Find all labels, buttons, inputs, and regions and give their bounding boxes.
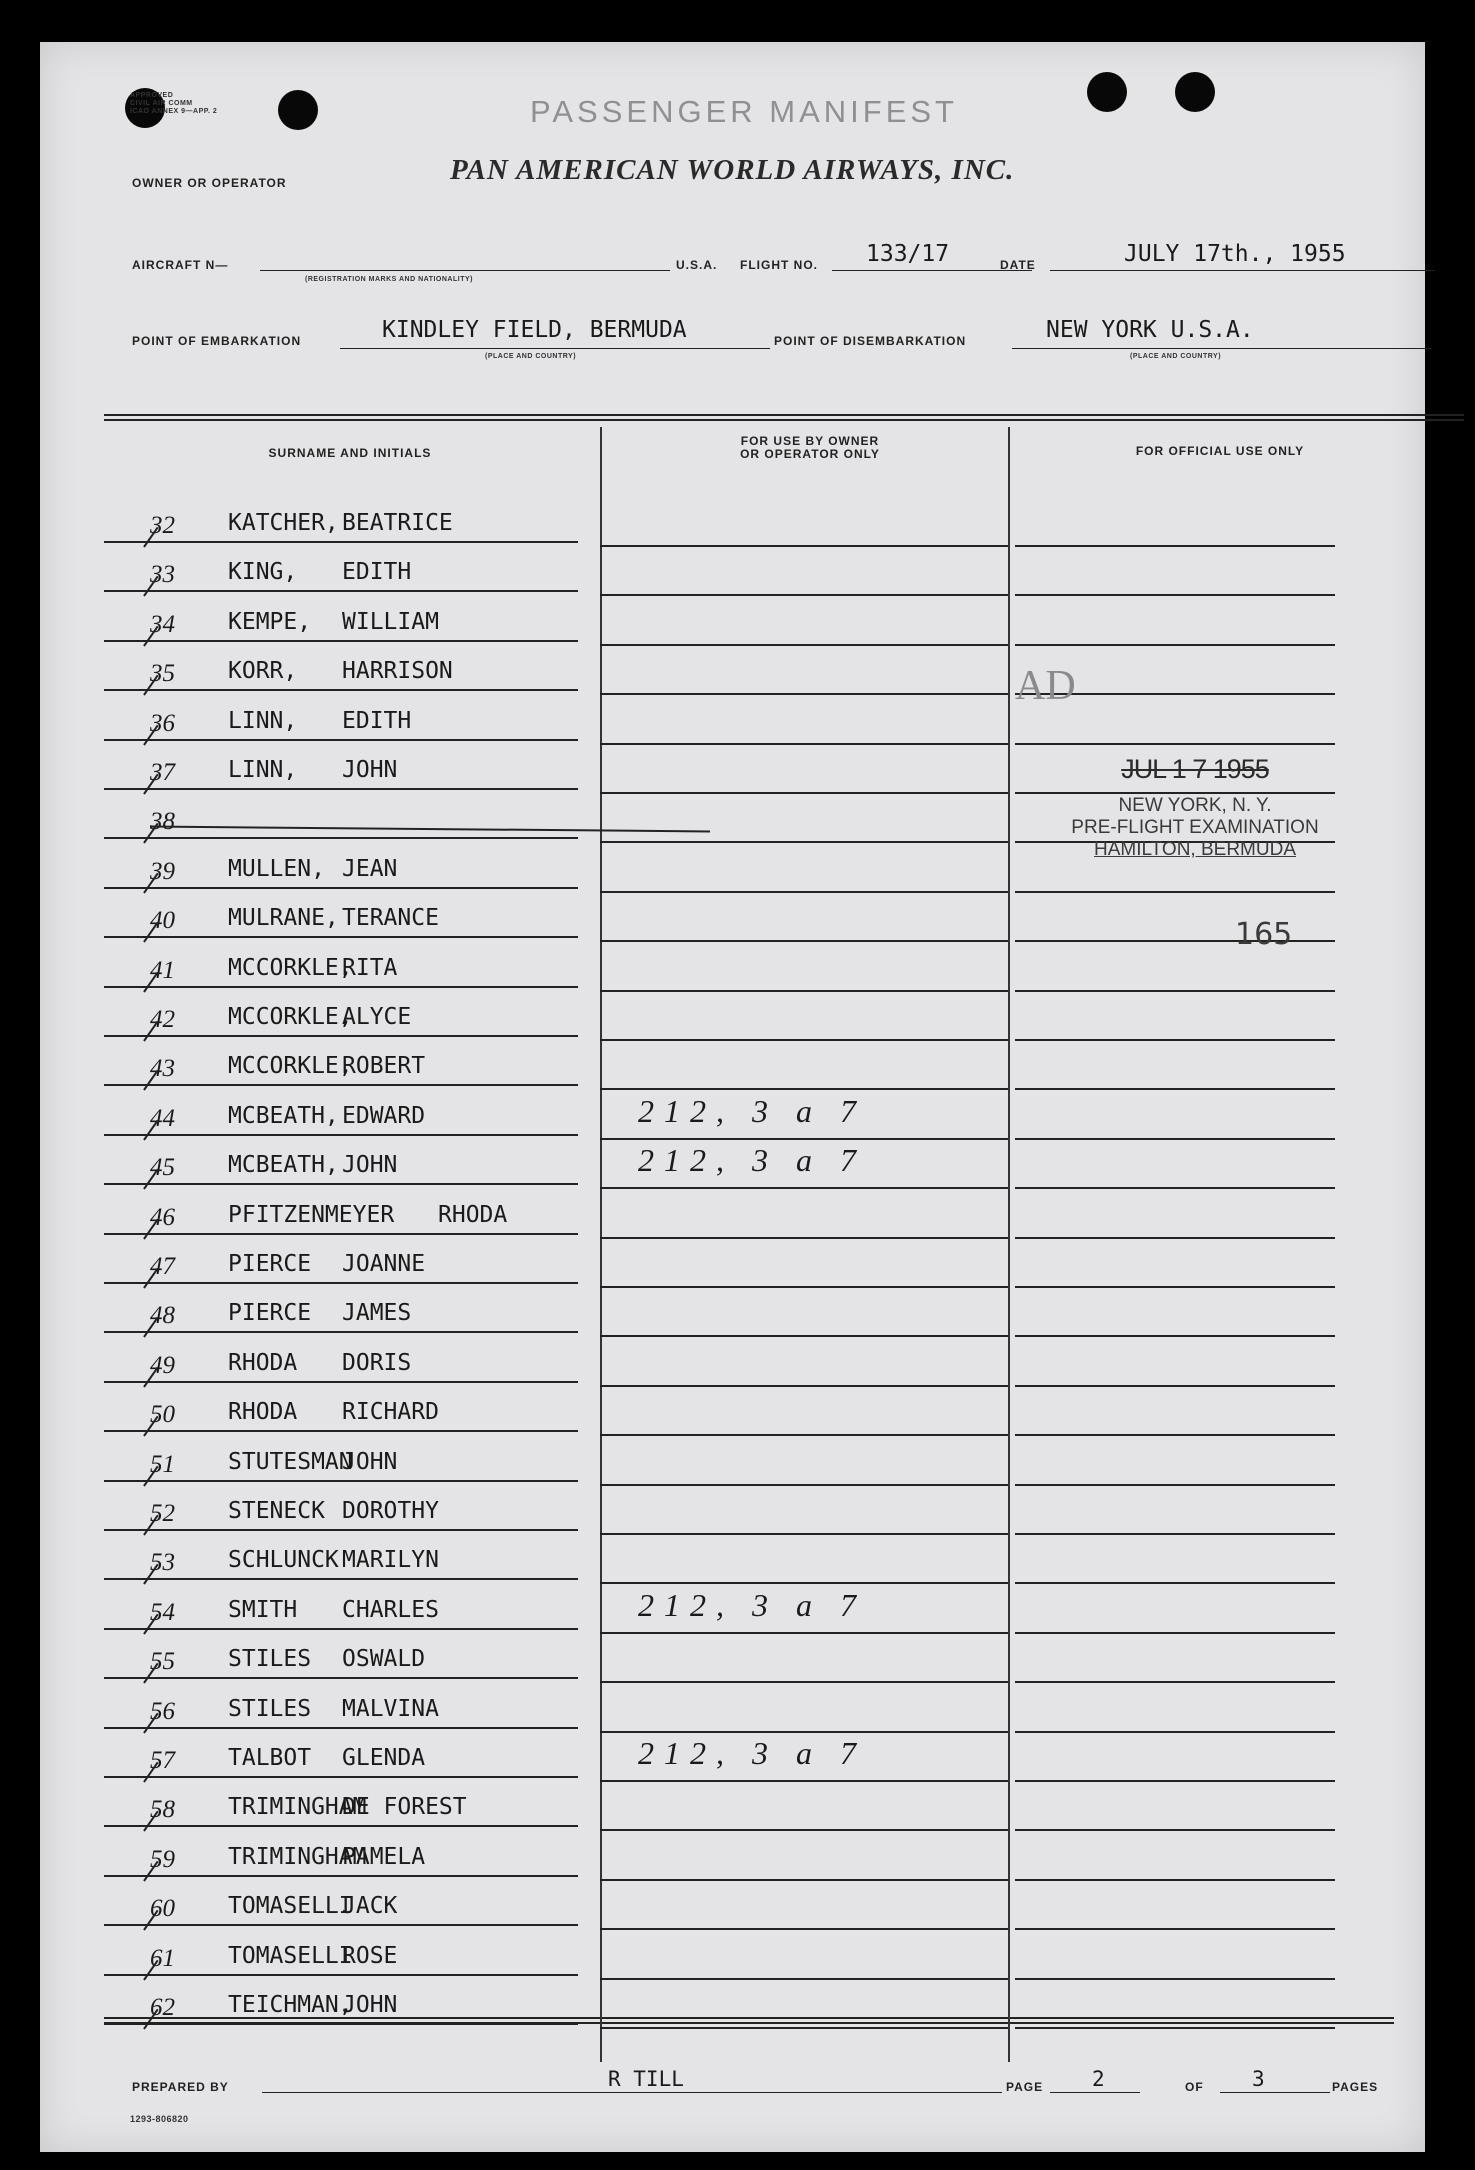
page-label: PAGE: [1006, 2080, 1044, 2094]
row-rule-official: [1015, 594, 1335, 596]
column-divider: [1008, 427, 1010, 2062]
passenger-surname: RHODA: [228, 1399, 298, 1426]
row-number: 48: [150, 1302, 175, 1330]
row-rule-official: [1015, 1434, 1335, 1436]
passenger-surname: STENECK: [228, 1498, 325, 1524]
row-rule-owner: [600, 990, 1008, 992]
handwritten-note: 212, 3 a 7: [638, 1142, 866, 1179]
passenger-surname: STUTESMAN: [228, 1448, 353, 1475]
passenger-surname: KORR,: [228, 658, 298, 685]
row-rule-owner: [600, 1632, 1008, 1634]
passenger-given-name: ROSE: [342, 1942, 398, 1969]
date-label: DATE: [1000, 258, 1036, 272]
row-rule-name: [104, 1974, 578, 1976]
date-value: JULY 17th., 1955: [1124, 241, 1346, 267]
row-rule-official: [1015, 1088, 1335, 1090]
passenger-surname: KATCHER,: [228, 510, 339, 536]
row-number: 36: [150, 709, 175, 737]
row-rule-official: [1015, 1039, 1335, 1041]
passenger-surname: STILES: [228, 1646, 312, 1673]
row-rule-name: [104, 640, 578, 642]
row-rule-official: [1015, 891, 1335, 893]
row-rule-name: [104, 1529, 578, 1531]
passenger-given-name: HARRISON: [342, 658, 453, 685]
row-number: 53: [150, 1549, 175, 1577]
owner-label: OWNER OR OPERATOR: [132, 176, 287, 190]
row-rule-name: [104, 1134, 578, 1136]
row-rule-name: [104, 1628, 578, 1630]
passenger-given-name: MALVINA: [342, 1695, 439, 1722]
row-rule-official: [1015, 1187, 1335, 1189]
row-number: 50: [150, 1401, 175, 1429]
row-rule-name: [104, 1430, 578, 1432]
row-rule-name: [104, 1727, 578, 1729]
stamp-location: NEW YORK, N. Y.: [1118, 795, 1272, 816]
airline-name: PAN AMERICAN WORLD AIRWAYS, INC.: [450, 154, 1015, 186]
punch-hole: [1175, 72, 1215, 112]
row-rule-name: [104, 1578, 578, 1580]
row-rule-official: [1015, 644, 1335, 646]
row-number: 43: [150, 1055, 175, 1083]
row-rule-name: [104, 541, 578, 543]
row-rule-name: [104, 1035, 578, 1037]
passenger-surname: PIERCE: [228, 1300, 312, 1327]
row-rule-owner: [600, 1978, 1008, 1980]
row-number: 39: [150, 857, 175, 885]
passenger-given-name: DORIS: [342, 1349, 412, 1376]
passenger-given-name: OSWALD: [342, 1646, 426, 1673]
row-rule-name: [104, 1776, 578, 1778]
aircraft-label: AIRCRAFT N—: [132, 258, 229, 272]
row-rule-owner: [600, 644, 1008, 646]
row-rule-official: [1015, 1237, 1335, 1239]
passenger-given-name: JOHN: [342, 757, 398, 783]
row-rule-owner: [600, 594, 1008, 596]
passenger-surname: KEMPE,: [228, 608, 312, 635]
row-number: 38: [150, 808, 175, 836]
row-number: 51: [150, 1450, 175, 1478]
passenger-given-name: WILLIAM: [342, 608, 439, 635]
row-rule-official: [1015, 1582, 1335, 1584]
passenger-given-name: EDWARD: [342, 1102, 426, 1129]
row-number: 33: [150, 561, 175, 589]
passenger-given-name: ALYCE: [342, 1004, 412, 1030]
row-rule-owner: [600, 1039, 1008, 1041]
manifest-sheet: [40, 42, 1425, 2152]
row-rule-owner: [600, 1681, 1008, 1683]
row-rule-owner: [600, 2027, 1008, 2029]
row-rule-owner: [600, 693, 1008, 695]
row-rule-official: [1015, 1731, 1335, 1733]
flight-label: FLIGHT NO.: [740, 258, 818, 272]
row-rule-name: [104, 1480, 578, 1482]
row-rule-official: [1015, 990, 1335, 992]
row-rule-name: [104, 887, 578, 889]
passenger-given-name: CHARLES: [342, 1596, 439, 1623]
row-number: 37: [150, 759, 175, 786]
passenger-surname: LINN,: [228, 707, 298, 734]
row-rule-owner: [600, 1335, 1008, 1337]
stamp-date: JUL 1 7 1955: [1121, 754, 1269, 784]
row-rule-name: [104, 1331, 578, 1333]
passenger-surname: MCCORKLE,: [228, 1053, 353, 1080]
row-number: 32: [150, 512, 175, 539]
page-field: [1050, 2092, 1140, 2093]
row-rule-owner: [600, 743, 1008, 745]
passenger-given-name: JACK: [342, 1893, 398, 1920]
passenger-surname: SCHLUNCK: [228, 1547, 339, 1574]
row-rule-name: [104, 1084, 578, 1086]
embark-value: KINDLEY FIELD, BERMUDA: [382, 317, 687, 343]
row-number: 35: [150, 660, 175, 688]
passenger-surname: TALBOT: [228, 1745, 312, 1771]
row-rule-name: [104, 1825, 578, 1827]
handwritten-note: 212, 3 a 7: [638, 1735, 866, 1771]
row-number: 55: [150, 1648, 175, 1676]
row-rule-official: [1015, 2027, 1335, 2029]
row-rule-owner: [600, 1138, 1008, 1140]
column-divider: [600, 427, 602, 2062]
passenger-given-name: RICHARD: [342, 1399, 439, 1426]
row-rule-name: [104, 1381, 578, 1383]
passenger-given-name: GLENDA: [342, 1745, 426, 1771]
row-rule-owner: [600, 1582, 1008, 1584]
disembark-label: POINT OF DISEMBARKATION: [774, 334, 967, 348]
date-field: [1050, 270, 1435, 271]
row-rule-official: [1015, 1286, 1335, 1288]
passenger-surname: MULRANE,: [228, 905, 339, 932]
row-rule-owner: [600, 1780, 1008, 1782]
row-number: 40: [150, 907, 175, 935]
row-number: 34: [150, 610, 175, 638]
row-rule-name: [104, 689, 578, 691]
row-rule-official: [1015, 1829, 1335, 1831]
passenger-given-name: RHODA: [438, 1201, 508, 1228]
surname-column-header: SURNAME AND INITIALS: [268, 446, 432, 460]
handwritten-note: 212, 3 a 7: [638, 1586, 866, 1623]
official-use-column-header: FOR OFFICIAL USE ONLY: [1135, 444, 1305, 458]
pages-label: PAGES: [1332, 2080, 1379, 2094]
examination-stamp: [1030, 754, 1360, 861]
row-rule-owner: [600, 1237, 1008, 1239]
row-rule-name: [104, 1183, 578, 1185]
row-rule-official: [1015, 1385, 1335, 1387]
row-number: 52: [150, 1500, 175, 1527]
passenger-given-name: JEAN: [342, 855, 398, 882]
row-rule-owner: [600, 1187, 1008, 1189]
row-rule-official: [1015, 1533, 1335, 1535]
row-rule-owner: [600, 1731, 1008, 1733]
row-rule-owner: [600, 1286, 1008, 1288]
row-rule-name: [104, 1875, 578, 1877]
passenger-surname: TRIMINGHAM: [228, 1794, 367, 1821]
row-number: 59: [150, 1845, 175, 1873]
row-rule-name: [104, 590, 578, 592]
row-rule-name: [104, 1924, 578, 1926]
approval-note: APPROVED CIVIL AIR COMM ICAO ANNEX 9—APP. 2: [130, 92, 218, 115]
passenger-surname: MCBEATH,: [228, 1102, 339, 1129]
punch-hole: [278, 90, 318, 130]
row-rule-owner: [600, 792, 1008, 794]
passenger-given-name: PAMELA: [342, 1843, 426, 1870]
table-top-rule: [104, 419, 1464, 421]
passenger-given-name: ROBERT: [342, 1053, 426, 1080]
row-number: 45: [150, 1154, 175, 1182]
admitted-stamp: AD: [1015, 663, 1076, 709]
row-rule-owner: [600, 940, 1008, 942]
form-code: 1293-806820: [130, 2114, 189, 2124]
row-rule-official: [1015, 743, 1335, 745]
row-rule-owner: [600, 1829, 1008, 1831]
owner-use-column-header: FOR USE BY OWNER OR OPERATOR ONLY: [740, 434, 880, 461]
row-rule-official: [1015, 1632, 1335, 1634]
place-caption: (PLACE AND COUNTRY): [485, 353, 577, 360]
handwritten-note: 212, 3 a 7: [638, 1092, 866, 1129]
passenger-surname: LINN,: [228, 757, 298, 783]
row-rule-owner: [600, 1088, 1008, 1090]
row-number: 61: [150, 1944, 175, 1972]
embark-label: POINT OF EMBARKATION: [132, 334, 302, 348]
passenger-given-name: MARILYN: [342, 1547, 439, 1574]
row-rule-official: [1015, 1879, 1335, 1881]
row-rule-official: [1015, 1335, 1335, 1337]
passenger-given-name: EDITH: [342, 559, 412, 586]
row-rule-name: [104, 1677, 578, 1679]
row-rule-owner: [600, 841, 1008, 843]
row-rule-official: [1015, 1681, 1335, 1683]
passenger-given-name: BEATRICE: [342, 510, 453, 536]
passenger-given-name: RITA: [342, 954, 398, 981]
passenger-given-name: TERANCE: [342, 905, 439, 932]
passenger-surname: PFITZENMEYER: [228, 1201, 395, 1228]
row-rule-owner: [600, 1434, 1008, 1436]
passenger-surname: SMITH: [228, 1596, 298, 1623]
row-rule-name: [104, 1233, 578, 1235]
of-label: OF: [1185, 2080, 1204, 2094]
row-rule-official: [1015, 1780, 1335, 1782]
prepared-field: [262, 2092, 1002, 2093]
stamp-exam: PRE-FLIGHT EXAMINATION: [1071, 817, 1319, 838]
flight-number: 133/17: [866, 241, 950, 267]
registration-caption: (REGISTRATION MARKS AND NATIONALITY): [305, 276, 473, 283]
disembark-field: [1012, 348, 1432, 349]
passenger-surname: PIERCE: [228, 1251, 312, 1277]
passenger-surname: MCCORKLE,: [228, 1004, 353, 1030]
page-number: 2: [1092, 2067, 1105, 2091]
total-field: [1220, 2092, 1330, 2093]
passenger-given-name: JAMES: [342, 1300, 412, 1327]
row-number: 44: [150, 1104, 175, 1132]
passenger-surname: KING,: [228, 559, 298, 586]
passenger-given-name: JOHN: [342, 1992, 398, 2018]
passenger-surname: STILES: [228, 1695, 312, 1722]
passenger-given-name: JOHN: [342, 1152, 398, 1179]
usa-label: U.S.A.: [676, 258, 718, 272]
passenger-surname: MCBEATH,: [228, 1152, 339, 1179]
row-number: 58: [150, 1796, 175, 1824]
row-rule-official: [1015, 545, 1335, 547]
row-rule-owner: [600, 545, 1008, 547]
page-total: 3: [1252, 2067, 1265, 2091]
row-number: 49: [150, 1351, 175, 1379]
place-caption: (PLACE AND COUNTRY): [1130, 353, 1222, 360]
passenger-surname: MULLEN,: [228, 855, 325, 882]
passenger-given-name: DE FOREST: [342, 1794, 467, 1821]
row-number: 42: [150, 1006, 175, 1033]
row-rule-name: [104, 986, 578, 988]
passenger-surname: TOMASELLI: [228, 1942, 353, 1969]
row-rule-owner: [600, 891, 1008, 893]
passenger-surname: TRIMINGHAM: [228, 1843, 367, 1870]
passenger-given-name: DOROTHY: [342, 1498, 439, 1524]
row-rule-owner: [600, 1879, 1008, 1881]
prepared-value: R TILL: [608, 2067, 684, 2091]
passenger-surname: MCCORKLE,: [228, 954, 353, 981]
punch-hole: [1087, 72, 1127, 112]
row-rule-name: [104, 1282, 578, 1284]
row-rule-name: [104, 837, 578, 839]
row-number: 47: [150, 1253, 175, 1280]
row-rule-official: [1015, 1138, 1335, 1140]
form-title: PASSENGER MANIFEST: [530, 94, 958, 129]
row-number: 54: [150, 1598, 175, 1626]
table-top-rule: [104, 414, 1464, 416]
row-number: 46: [150, 1203, 175, 1231]
passenger-surname: TEICHMAN,: [228, 1992, 353, 2018]
passenger-surname: RHODA: [228, 1349, 298, 1376]
row-rule-owner: [600, 1533, 1008, 1535]
row-rule-owner: [600, 1928, 1008, 1930]
passenger-given-name: JOHN: [342, 1448, 398, 1475]
row-rule-official: [1015, 1978, 1335, 1980]
row-number: 41: [150, 956, 175, 984]
row-number: 56: [150, 1697, 175, 1725]
strike-line: [150, 826, 710, 833]
passenger-given-name: EDITH: [342, 707, 412, 734]
row-rule-official: [1015, 1928, 1335, 1930]
row-number: 57: [150, 1747, 175, 1774]
row-rule-owner: [600, 1385, 1008, 1387]
embark-field: [340, 348, 770, 349]
passenger-surname: TOMASELLI: [228, 1893, 353, 1920]
row-rule-name: [104, 788, 578, 790]
row-number: 62: [150, 1994, 175, 2021]
aircraft-field: [260, 270, 670, 271]
row-rule-owner: [600, 1484, 1008, 1486]
disembark-value: NEW YORK U.S.A.: [1046, 317, 1254, 343]
row-rule-name: [104, 936, 578, 938]
prepared-label: PREPARED BY: [132, 2080, 229, 2094]
row-rule-name: [104, 2023, 578, 2025]
stamp-hamilton: HAMILTON, BERMUDA: [1094, 839, 1296, 860]
row-rule-official: [1015, 1484, 1335, 1486]
row-number: 60: [150, 1895, 175, 1923]
stamp-number: 165: [1235, 917, 1293, 952]
passenger-given-name: JOANNE: [342, 1251, 426, 1277]
row-rule-name: [104, 739, 578, 741]
